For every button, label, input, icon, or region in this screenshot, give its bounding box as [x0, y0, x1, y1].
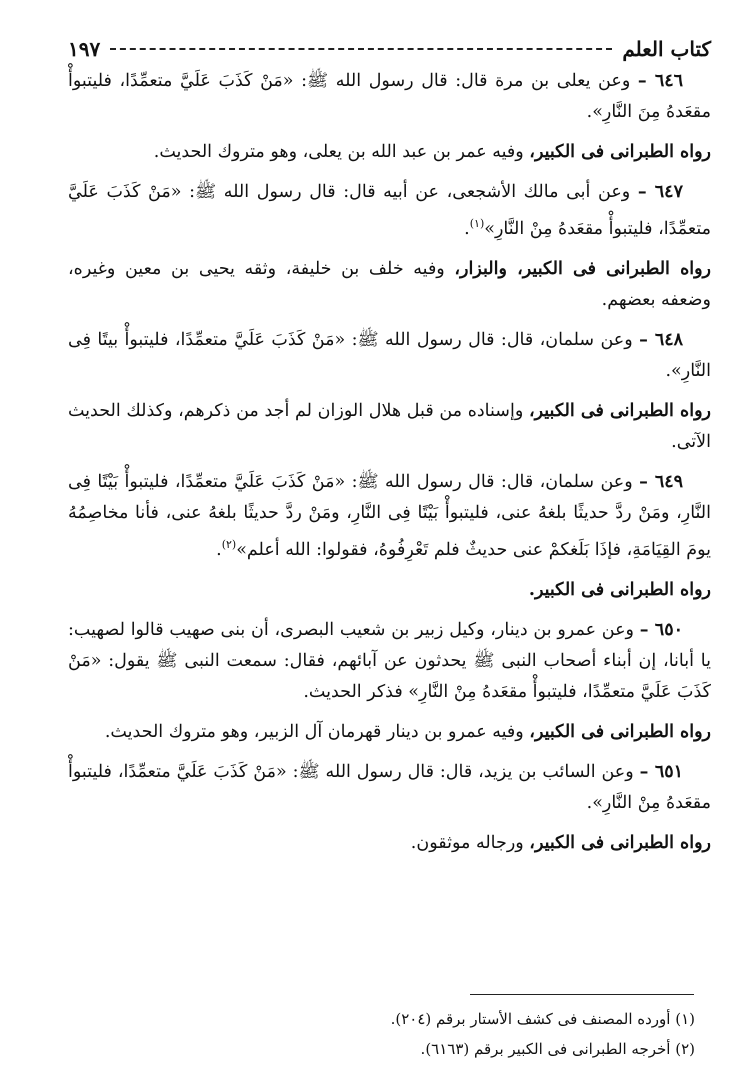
- hadith-text: وعن يعلى بن مرة قال: قال رسول الله ﷺ: «مَنْ كَذَبَ عَلَيَّ متعمِّدًا، فليتبوأْ مقعَدهُ مِنَ النَّارِ».: [68, 71, 711, 122]
- riwaya-source: رواه الطبرانى فى الكبير.: [528, 579, 711, 600]
- riwaya-source: رواه الطبرانى فى الكبير،: [529, 142, 711, 162]
- hadith-text: وعن سلمان، قال: قال رسول الله ﷺ: «مَنْ كَذَبَ عَلَيَّ متعمِّدًا، فليتبوأْ بيتًا فِى النَّارِ».: [68, 329, 711, 381]
- riwaya-651: [68, 828, 711, 859]
- riwaya-comment: وفيه عمر بن عبد الله بن يعلى، وهو متروك الحديث.: [153, 142, 524, 162]
- riwaya-comment: وإسناده من قبل هلال الوزان لم أجد من ذكرهم، وكذلك الحديث الآتى.: [68, 400, 711, 452]
- hadith-651: [68, 757, 711, 819]
- riwaya-650: [68, 717, 711, 748]
- footnotes: [68, 1004, 695, 1064]
- footnote-1: (١) أورده المصنف فى كشف الأستار برقم (٢٠٤).: [390, 1010, 695, 1028]
- header-rule: [110, 48, 612, 50]
- hadith-text: وعن أبى مالك الأشجعى، عن أبيه قال: قال رسول الله ﷺ: «مَنْ كَذَبَ عَلَيَّ متعمِّدًا، فليتبوأْ مقعَدهُ مِنْ النَّارِ»: [68, 182, 711, 239]
- riwaya-source: رواه الطبرانى فى الكبير،: [528, 400, 711, 421]
- hadith-number: ٦٤٧ –: [637, 182, 683, 202]
- riwaya-comment: وفيه خلف بن خليفة، وثقه يحيى بن معين وغيره، وضعفه بعضهم.: [68, 258, 711, 310]
- riwaya-source: رواه الطبرانى فى الكبير،: [529, 721, 711, 742]
- hadith-number: ٦٤٦ –: [637, 71, 684, 91]
- footnote-ref[interactable]: (١): [469, 217, 485, 230]
- book-title: كتاب العلم: [622, 37, 711, 61]
- footnote-ref[interactable]: (٢): [221, 537, 237, 551]
- hadith-text: وعن السائب بن يزيد، قال: قال رسول الله ﷺ: «مَنْ كَذَبَ عَلَيَّ متعمِّدًا، فليتبوأْ مقعَدهُ مِنْ النَّارِ».: [68, 761, 711, 813]
- riwaya-647: [68, 254, 711, 316]
- riwaya-comment: ورجاله موثقون.: [410, 832, 524, 853]
- hadith-text: وعن سلمان، قال: قال رسول الله ﷺ: «مَنْ كَذَبَ عَلَيَّ متعمِّدًا، فليتبوأْ بَيْتًا فِى النَّارِ، ومَنْ ردَّ حديثًا بلغهُ عنى، فليتبوأْ بَيْتًا فِى النَّارِ، ومَنْ ردَّ حديثًا بلغهُ عنى، فأنا مخاصِمُهُ يومَ القِيَامَةِ، فإذَا بَلَغكمْ عنى حديثٌ فلم تَعْرِفُوهُ، فقولوا: الله أعلم»: [68, 471, 711, 560]
- running-header: [68, 32, 711, 66]
- hadith-647: ٦٤٧ – وعن أبى مالك الأشجعى، عن أبيه قال: قال رسول الله ﷺ: «مَنْ كَذَبَ عَلَيَّ متعمِّدًا، فليتبوأْ مقعَدهُ مِنْ النَّارِ»$^{(١)}$.: [68, 182, 711, 239]
- riwaya-646: [68, 137, 711, 168]
- riwaya-comment: وفيه عمرو بن دينار قهرمان آل الزبير، وهو متروك الحديث.: [104, 721, 524, 742]
- page-number: ١٩٧: [68, 37, 101, 61]
- hadith-646: [68, 66, 711, 128]
- riwaya-source: رواه الطبرانى فى الكبير، والبزار،: [454, 258, 711, 279]
- hadith-number: ٦٤٨ –: [639, 329, 684, 350]
- hadith-648: [68, 325, 711, 387]
- hadith-number: ٦٥٠ –: [639, 619, 683, 640]
- riwaya-source: رواه الطبرانى فى الكبير،: [529, 832, 711, 853]
- riwaya-648: [68, 396, 711, 458]
- page-body: [68, 66, 711, 868]
- riwaya-649: [68, 575, 711, 606]
- footnote-2: (٢) أخرجه الطبرانى فى الكبير برقم (٦١٦٣).: [420, 1040, 695, 1058]
- hadith-text: وعن عمرو بن دينار، وكيل زبير بن شعيب البصرى، أن بنى صهيب قالوا لصهيب: يا أبانا، إن أبناء أصحاب النبى ﷺ يحدثون عن آبائهم، فقال: سمعت النبى ﷺ يقول: «مَنْ كَذَبَ عَلَيَّ متعمِّدًا، فليتبوأْ مقعَدهُ مِنْ النَّارِ» فذكر الحديث.: [68, 619, 711, 702]
- hadith-649: ٦٤٩ – وعن سلمان، قال: قال رسول الله ﷺ: «مَنْ كَذَبَ عَلَيَّ متعمِّدًا، فليتبوأْ بَيْتًا فِى النَّارِ، ومَنْ ردَّ حديثًا بلغهُ عنى، فليتبوأْ بَيْتًا فِى النَّارِ، ومَنْ ردَّ حديثًا بلغهُ عنى، فأنا مخاصِمُهُ يومَ القِيَامَةِ، فإذَا بَلَغكمْ عنى حديثٌ فلم تَعْرِفُوهُ، فقولوا: الله أعلم»$^{(٢)}$.: [68, 471, 711, 560]
- hadith-650: [68, 615, 711, 708]
- hadith-number: ٦٤٩ –: [639, 471, 684, 492]
- hadith-number: ٦٥١ –: [639, 761, 684, 782]
- footnote-separator: [470, 994, 694, 995]
